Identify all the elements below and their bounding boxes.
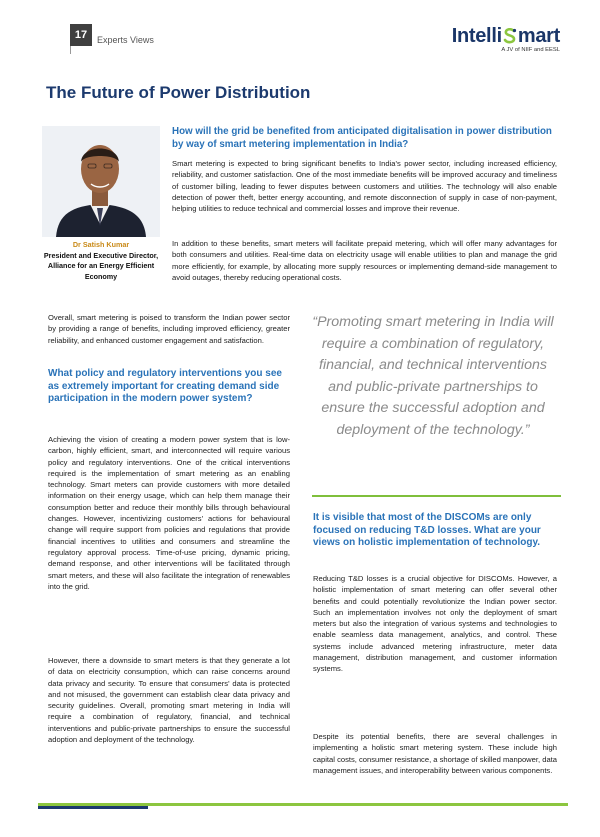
pull-quote: “Promoting smart metering in India will require a combination of regulatory, financial, and technical interventions and public-private partnerships to ensure the successful adoption and deployment of the technology.” bbox=[312, 314, 554, 438]
question-2: What policy and regulatory interventions you see as extremely important for creating demand side participation in the modern power system? bbox=[48, 368, 282, 405]
answer-1-paragraph-1: Smart metering is expected to bring significant benefits to India's power sector, including increased efficiency, reliability, and customer satisfaction. One of the most immediate benefits will be improved accuracy and timeliness of customer billing, leading to fewer disputes between customers and utilities. The technology will also enable detection of power theft, better energy accounting, and remote disconnection of supply in case of non-payment, helping utilities to reduce technical and commercial losses and improve their revenue. bbox=[172, 159, 557, 214]
portrait-image bbox=[42, 126, 160, 237]
logo-text-post: mart bbox=[517, 25, 560, 47]
section-label: Experts Views bbox=[97, 35, 154, 45]
answer-2-paragraph-1: Achieving the vision of creating a modern power system that is low-carbon, highly efficient, smart, and interconnected will require various policy and regulatory interventions. One of the critical interventions required is the implementation of smart metering as an enabling technology. Smart meters can provide customers with more detailed information on their energy usage, which can help them manage their consumption better and reduce their monthly bills through behavioural changes. However, incentivizing customers' actions for behavioural change will require support from policies and regulations that provide financial incentives to utilities and consumers and streamline the regulatory approval process. Time-of-use pricing, dynamic pricing, demand response, and other interventions will be facilitated through smart meters, and these will also facilitate the integration of renewables into the grid. bbox=[48, 435, 290, 591]
page-number: 17 bbox=[70, 24, 92, 46]
page-title: The Future of Power Distribution bbox=[46, 83, 311, 102]
answer-3-paragraph-1: Reducing T&D losses is a crucial objective for DISCOMs. However, a holistic implementation of smart metering can offer several other benefits and could potentially revolutionize the Indian power sector. Such an implementation involves not only the deployment of smart meters but also the integration of various systems and technologies to enable seamless data management, analytics, and control. These systems include advanced metering infrastructure, meter data management, distribution management, and customer information systems. bbox=[313, 574, 557, 674]
logo-tagline: A JV of NIIF and EESL bbox=[501, 47, 560, 53]
answer-2-paragraph-2: However, there a downside to smart meters is that they generate a lot of data on electricity consumption, which can raise concerns around data privacy and security. To ensure that consumers' data is protected and not misused, the government can establish clear data privacy and security guidelines. Overall, promoting smart metering in India will require a combination of regulatory, financial, and technical interventions and public-private partnerships to ensure the successful adoption and deployment of the technology. bbox=[48, 656, 290, 745]
expert-name: Dr Satish Kumar bbox=[72, 240, 130, 249]
logo-s-mark-icon bbox=[503, 28, 517, 44]
question-3: It is visible that most of the DISCOMs are only focused on reducing T&D losses. What are your views on holistic implementation of technology. bbox=[313, 512, 541, 549]
pull-quote-rule bbox=[312, 495, 561, 497]
intellismart-logo bbox=[452, 26, 560, 53]
header-divider bbox=[70, 46, 71, 54]
answer-1-paragraph-2: In addition to these benefits, smart meters will facilitate prepaid metering, which will offer many advantages for both consumers and utilities. Real-time data on electricity usage will enable utilities to plan and manage the grid more efficiently, for example, by allocating more supply resources or implementing demand-side management to avoid outages, thereby reducing operational costs. bbox=[172, 239, 557, 282]
answer-3-paragraph-2: Despite its potential benefits, there are several challenges in implementing a holistic smart metering system. These include high capital costs, consumer resistance, a shortage of skilled manpower, data management issues, and interoperability between various components. bbox=[313, 732, 557, 775]
expert-photo bbox=[42, 126, 160, 237]
logo-text-pre: Intelli bbox=[451, 25, 502, 47]
expert-role: President and Executive Director, Alliance for an Energy Efficient Economy bbox=[43, 250, 159, 281]
footer-accent-bar-blue bbox=[38, 806, 148, 809]
question-1: How will the grid be benefited from anticipated digitalisation in power distribution by way of smart metering implementation in India? bbox=[172, 126, 552, 150]
expert-caption bbox=[42, 240, 160, 282]
answer-1-paragraph-3: Overall, smart metering is poised to transform the Indian power sector by providing a range of benefits, including improved efficiency, greater reliability, and enhanced customer engagement and satisfaction. bbox=[48, 313, 290, 345]
